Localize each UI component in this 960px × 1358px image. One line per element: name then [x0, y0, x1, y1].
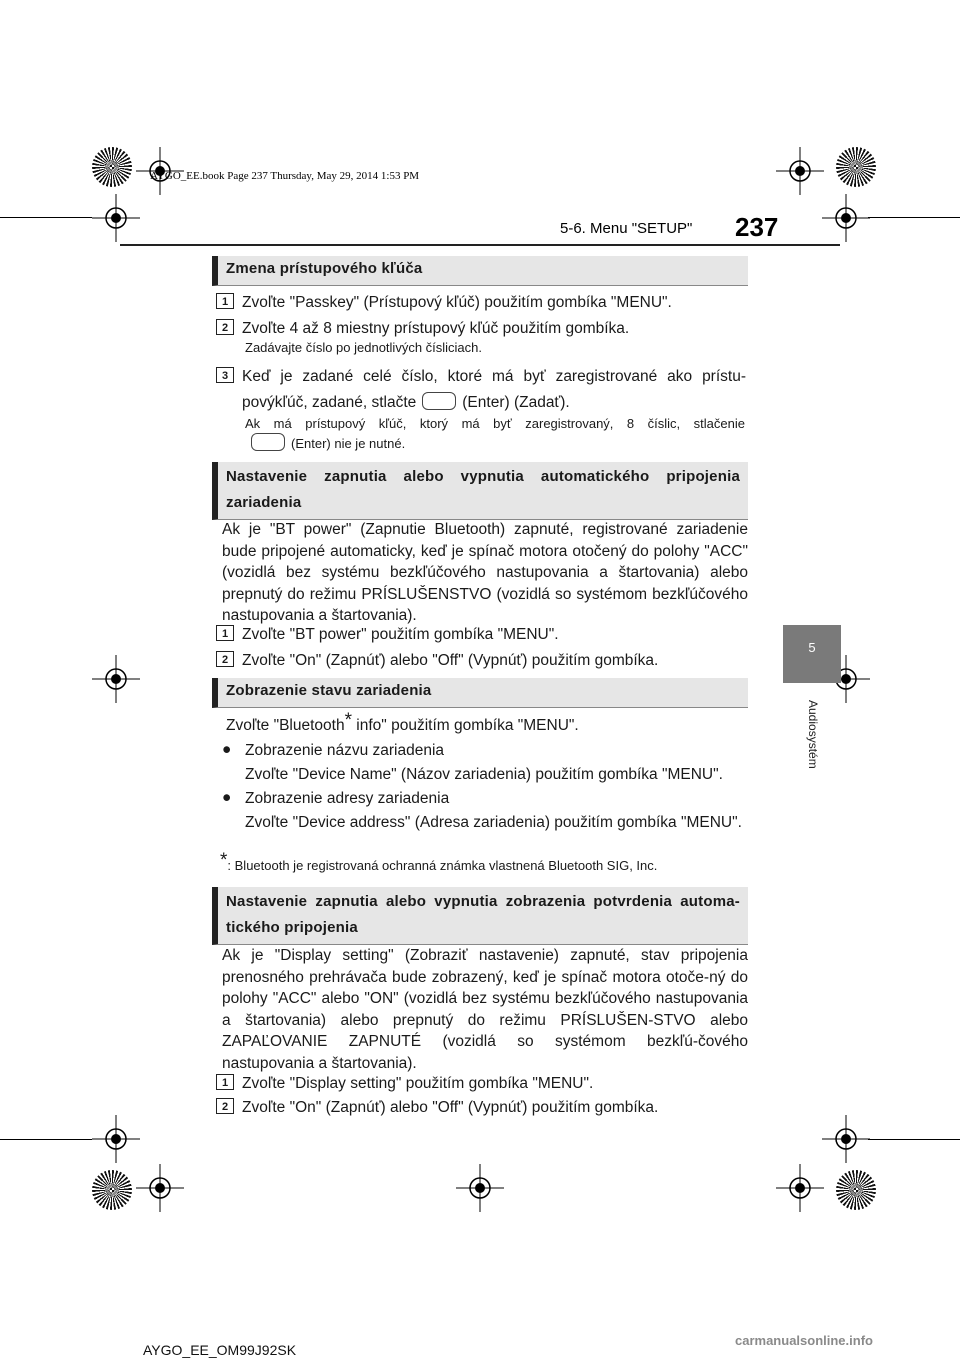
step-number: 1 — [216, 293, 234, 309]
bullet-icon: ● — [222, 789, 232, 806]
registration-mark-icon — [92, 655, 140, 703]
step-number: 1 — [216, 1074, 234, 1090]
step-text: Zvoľte "BT power" použitím gombíka "MENU". — [242, 626, 559, 643]
step-number: 2 — [216, 1098, 234, 1114]
section-heading: Zmena prístupového kľúča — [212, 256, 748, 286]
step-text: Zvoľte 4 až 8 miestny prístupový kľúč použitím gombíka. — [242, 320, 630, 337]
color-wheel-icon — [836, 147, 876, 187]
color-wheel-icon — [836, 1170, 876, 1210]
step-text: Keď je zadané celé číslo, ktoré má byť zaregistrované ako prístu- — [242, 368, 746, 385]
step-text: Zvoľte "Passkey" (Prístupový kľúč) použitím gombíka "MENU". — [242, 294, 672, 311]
crop-line — [868, 217, 960, 218]
note-text: (Enter) nie je nutné. — [291, 436, 406, 451]
step-text: Zvoľte "On" (Zapnúť) alebo "Off" (Vypnúť) použitím gombíka. — [242, 1099, 659, 1116]
crop-line — [0, 217, 92, 218]
note-line — [245, 433, 745, 454]
watermark: carmanualsonline.info — [735, 1333, 873, 1348]
body-paragraph: Ak je "BT power" (Zapnutie Bluetooth) zapnuté, registrované zariadenie bude pripojené automaticky, keď je spínač motora otočený do polohy "ACC" (vozidlá bez systému bezkľúčového nastupovania a štartovania) alebo prepnutý do režimu PRÍSLUŠENSTVO (vozidlá so systémom bezkľúčového nastupovania a štartovania). — [222, 521, 748, 624]
enter-key-icon — [251, 433, 285, 451]
step-number: 3 — [216, 367, 234, 383]
footer-code: AYGO_EE_OM99J92SK — [143, 1342, 297, 1358]
registration-mark-icon — [92, 194, 140, 242]
bullet-icon: ● — [222, 741, 232, 758]
file-info: AYGO_EE.book Page 237 Thursday, May 29, 2014 1:53 PM — [150, 170, 420, 182]
registration-mark-icon — [822, 1115, 870, 1163]
registration-mark-icon — [776, 147, 824, 195]
note-text: Ak má prístupový kľúč, ktorý má byť zaregistrovaný, 8 číslic, stlačenie — [245, 416, 745, 431]
section-header: 5-6. Menu "SETUP" — [560, 220, 693, 237]
registration-mark-icon — [456, 1164, 504, 1212]
registration-mark-icon — [822, 194, 870, 242]
note-text: Zadávajte číslo po jednotlivých čísliciach. — [245, 340, 483, 355]
intro-text: info" použitím gombíka "MENU". — [352, 717, 579, 734]
section-heading: Nastavenie zapnutia alebo vypnutia zobrazenia potvrdenia automa-tického pripojenia — [212, 887, 748, 945]
section-heading: Nastavenie zapnutia alebo vypnutia automatického pripojenia zariadenia — [212, 462, 748, 520]
registration-mark-icon — [92, 1115, 140, 1163]
chapter-tab-label: Audiosystém — [806, 700, 820, 769]
step-number: 1 — [216, 625, 234, 641]
step-text: Zvoľte "Display setting" použitím gombíka "MENU". — [242, 1075, 594, 1092]
registration-mark-icon — [136, 1164, 184, 1212]
section-heading: Zobrazenie stavu zariadenia — [212, 678, 748, 708]
footnote-text: : Bluetooth je registrovaná ochranná známka vlastnená Bluetooth SIG, Inc. — [227, 858, 658, 873]
registration-mark-icon — [776, 1164, 824, 1212]
color-wheel-icon — [92, 147, 132, 187]
page-number: 237 — [735, 212, 779, 242]
bullet-title: Zobrazenie adresy zariadenia — [245, 790, 450, 807]
enter-key-icon — [422, 392, 456, 410]
crop-line — [0, 1139, 92, 1140]
intro-line — [226, 710, 729, 738]
bullet-text: Zvoľte "Device address" (Adresa zariadenia) použitím gombíka "MENU". — [245, 814, 742, 831]
body-paragraph: Ak je "Display setting" (Zobraziť nastavenie) zapnuté, stav pripojenia prenosného prehrávača bude zobrazený, keď je spínač motora otoče-ný do polohy "ACC" alebo "ON" (vozidlá bez systému bezkľúčového nastupovania a štartovania) alebo prepnutý do režimu PRÍSLUŠEN-STVO alebo ZAPAĽOVANIE ZAPNUTÉ (vozidlá so systémom bezkľú-čového nastupovania a štartovania). — [222, 947, 748, 1072]
step-number: 2 — [216, 651, 234, 667]
step-text: Zvoľte "On" (Zapnúť) alebo "Off" (Vypnúť) použitím gombíka. — [242, 652, 659, 669]
chapter-tab: 5 — [783, 625, 841, 683]
footnote-marker: * — [344, 710, 352, 731]
footnote-marker: * — [220, 850, 228, 871]
step-text: (Enter) (Zadať). — [462, 394, 570, 411]
bullet-text: Zvoľte "Device Name" (Názov zariadenia) použitím gombíka "MENU". — [245, 766, 723, 783]
crop-line — [868, 1139, 960, 1140]
step-text: povýkľúč, zadané, stlačte — [242, 394, 417, 411]
header-rule — [120, 244, 840, 246]
step-number: 2 — [216, 319, 234, 335]
intro-text: Zvoľte "Bluetooth — [226, 717, 345, 734]
color-wheel-icon — [92, 1170, 132, 1210]
bullet-title: Zobrazenie názvu zariadenia — [245, 742, 445, 759]
footnote — [220, 850, 658, 873]
